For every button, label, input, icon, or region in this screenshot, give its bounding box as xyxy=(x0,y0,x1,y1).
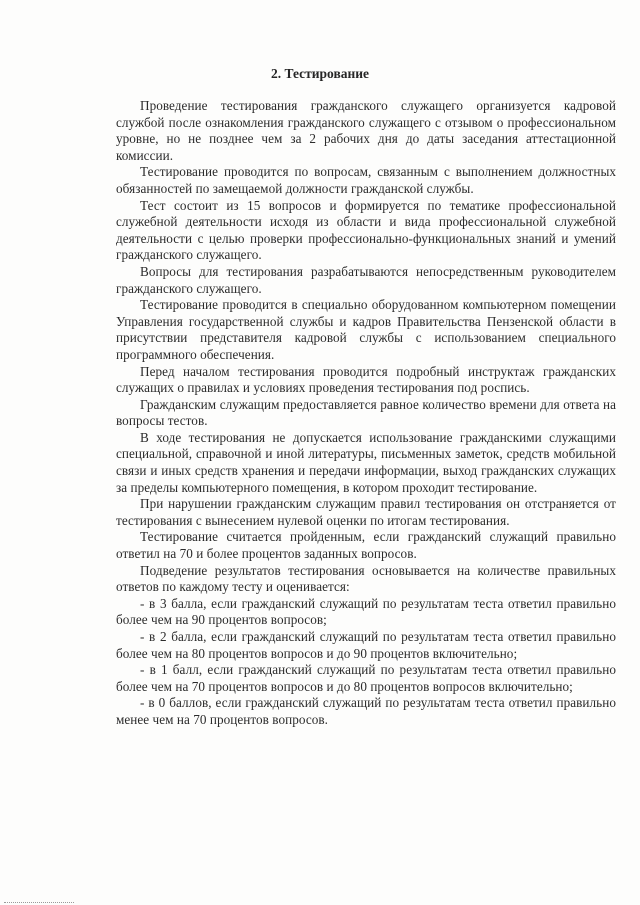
list-item: - в 2 балла, если гражданский служащий по результатам теста ответил правильно более чем на 80 процентов вопросов и до 90 процентов включительно; xyxy=(116,629,616,661)
section-body xyxy=(116,98,616,729)
paragraph: Тестирование проводится в специально оборудованном компьютерном помещении Управления государственной службы и кадров Правительства Пензенской области в присутствии представителя кадровой службы с использованием специального программного обеспечения. xyxy=(116,297,616,362)
paragraph: Проведение тестирования гражданского служащего организуется кадровой службой после ознакомления гражданского служащего с отзывом о профессиональном уровне, но не позднее чем за 2 рабочих дня до даты заседания аттестационной комиссии. xyxy=(116,98,616,163)
paragraph: Тестирование считается пройденным, если гражданский служащий правильно ответил на 70 и более процентов заданных вопросов. xyxy=(116,529,616,562)
paragraph: Тест состоит из 15 вопросов и формируется по тематике профессиональной служебной деятельности исходя из области и вида профессиональной служебной деятельности с целью проверки профессионально-функциональных знаний и умений гражданского служащего. xyxy=(116,197,616,263)
paragraph: В ходе тестирования не допускается использование гражданскими служащими специальной, справочной и иной литературы, письменных заметок, средств мобильной связи и иных средств хранения и передачи информации, выход гражданских служащих за пределы компьютерного помещения, в котором проходит тестирование. xyxy=(116,429,616,495)
paragraph: При нарушении гражданским служащим правил тестирования он отстраняется от тестирования с вынесением нулевой оценки по итогам тестирования. xyxy=(116,496,616,528)
list-item: - в 3 балла, если гражданский служащий по результатам теста ответил правильно более чем на 90 процентов вопросов; xyxy=(116,595,616,628)
section-heading: 2. Тестирование xyxy=(270,66,370,81)
paragraph: Перед началом тестирования проводится подробный инструктаж гражданских служащих о правилах и условиях проведения тестирования под роспись. xyxy=(116,363,616,396)
paragraph: Вопросы для тестирования разрабатываются непосредственным руководителем гражданского служащего. xyxy=(116,263,616,296)
list-item: - в 1 балл, если гражданский служащий по результатам теста ответил правильно более чем на 70 процентов вопросов и до 80 процентов вопросов включительно; xyxy=(116,662,616,694)
paragraph: Гражданским служащим предоставляется равное количество времени для ответа на вопросы тестов. xyxy=(116,396,616,429)
list-item: - в 0 баллов, если гражданский служащий по результатам теста ответил правильно менее чем на 70 процентов вопросов. xyxy=(116,695,616,727)
paragraph: Подведение результатов тестирования основывается на количестве правильных ответов по каждому тесту и оценивается: xyxy=(116,562,616,595)
paragraph: Тестирование проводится по вопросам, связанным с выполнением должностных обязанностей по замещаемой должности гражданской службы. xyxy=(116,164,616,196)
scan-edge-mark xyxy=(4,899,74,903)
